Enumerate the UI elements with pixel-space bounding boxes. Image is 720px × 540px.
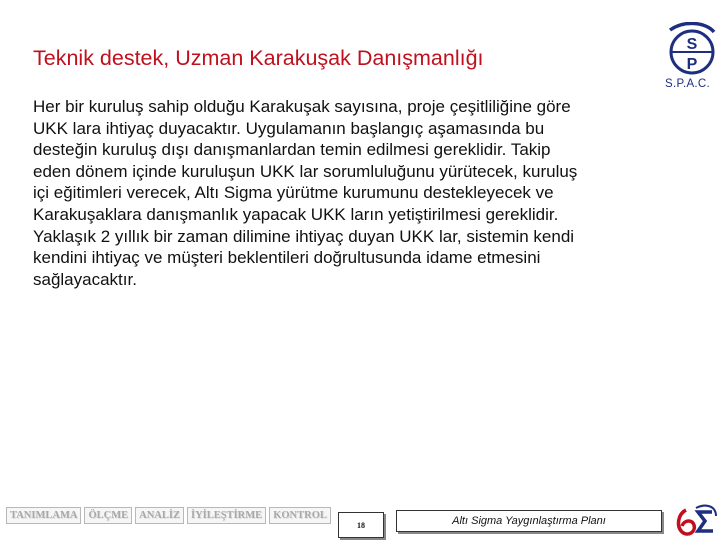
slide-body: Her bir kuruluş sahip olduğu Karakuşak sayısına, proje çeşitliliğine göre UKK lara ihtiyaç duyacaktır. Uygulamanın başlangıç aşamasında bu desteğin kuruluş dışı danışmanlardan temin edilmesi gereklidir. Takip eden dönem içinde kuruluşun UKK lar sorumluluğunu yürütecek, kuruluş içi eğitimleri verecek, Altı Sigma yürütme kurumunu destekleyecek ve Karakuşaklara danışmanlık yapacak UKK ların yetiştirilmesi gereklidir. Yaklaşık 2 yıllık bir zaman dilimine ihtiyaç duyan UKK lar, sistemin kendi kendini ihtiyaç ve müşteri beklentileri doğrultusunda idame etmesini sağlayacaktır. (33, 97, 578, 289)
six-glyph (679, 510, 695, 534)
slide-title: Teknik destek, Uzman Karakuşak Danışmanlığı (33, 46, 484, 70)
step-define: TANIMLAMA (6, 507, 81, 524)
logo-letter-p: P (686, 56, 698, 73)
logo-caption: S.P.A.C. (665, 78, 711, 90)
step-control: KONTROL (269, 507, 331, 524)
plan-label: Altı Sigma Yaygınlaştırma Planı (396, 510, 662, 532)
six-sigma-logo (672, 504, 718, 538)
step-analyze: ANALİZ (135, 507, 184, 524)
step-measure: ÖLÇME (84, 507, 132, 524)
dmaic-steps (6, 507, 331, 524)
sigma-glyph (698, 512, 713, 531)
logo-letter-s: S (686, 36, 698, 53)
step-improve: İYİLEŞTİRME (187, 507, 266, 524)
page-number: 18 (338, 512, 384, 538)
